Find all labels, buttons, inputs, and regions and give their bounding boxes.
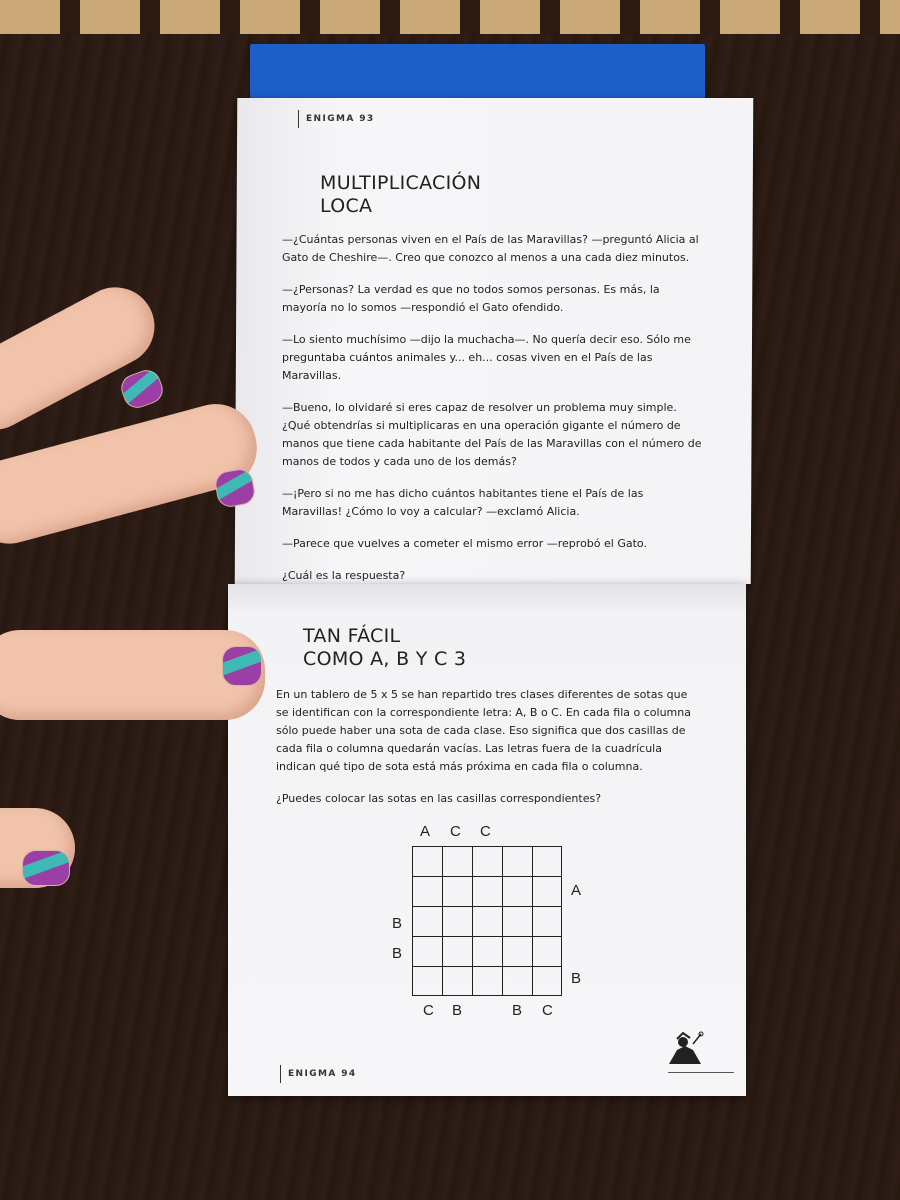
grid-clue: A (420, 823, 431, 840)
footer-divider (668, 1072, 734, 1073)
page-header: ENIGMA 93 (306, 114, 375, 124)
paragraph: —¡Pero si no me has dicho cuántos habitantes tiene el País de las Maravillas! ¿Cómo lo voy a calcular? —exclamó Alicia. (282, 487, 644, 518)
title-line-2: LOCA (320, 195, 373, 217)
page-title (303, 625, 466, 671)
puzzle-text (276, 686, 696, 822)
page-header: ENIGMA 94 (288, 1069, 357, 1079)
paragraph: —¿Cuántas personas viven en el País de las Maravillas? —preguntó Alicia al Gato de Cheshire—. Creo que conozco al menos a una cada diez minutos. (282, 233, 699, 264)
puzzle-grid (412, 846, 562, 996)
grid-clue: C (480, 823, 491, 840)
paragraph: En un tablero de 5 x 5 se han repartido tres clases diferentes de sotas que se identifican con la correspondiente letra: A, B o C. En cada fila o columna sólo puede haber una sota de cada clase. Eso significa que dos casillas de cada fila o columna quedarán vacías. Las letras fuera de la cuadrícula indican qué tipo de sota está más próxima en cada fila o columna. (276, 688, 691, 773)
story-text (282, 231, 702, 599)
grid-clue: C (423, 1002, 434, 1019)
grid-clue: C (542, 1002, 553, 1019)
grid-clue: B (392, 945, 403, 962)
grid-clue: C (450, 823, 461, 840)
paragraph: —Parece que vuelves a cometer el mismo error —reprobó el Gato. (282, 537, 647, 550)
title-line-2: COMO A, B Y C 3 (303, 648, 467, 670)
background-chair (0, 0, 900, 34)
jester-illustration-icon (663, 1030, 705, 1068)
grid-clue: B (392, 915, 403, 932)
question: ¿Puedes colocar las sotas en las casillas correspondientes? (276, 792, 602, 805)
paragraph: —¿Personas? La verdad es que no todos somos personas. Es más, la mayoría no lo somos —respondió el Gato ofendido. (282, 283, 660, 314)
grid-clue: B (452, 1002, 463, 1019)
grid-clue: B (512, 1002, 523, 1019)
painted-nail (22, 850, 70, 886)
grid-clue: A (571, 882, 582, 899)
title-line-1: TAN FÁCIL (303, 625, 401, 647)
title-line-1: MULTIPLICACIÓN (320, 172, 482, 194)
book-cover (250, 44, 705, 104)
grid-clue: B (571, 970, 582, 987)
paragraph: —Lo siento muchísimo —dijo la muchacha—. No quería decir eso. Sólo me preguntaba cuántos animales y... eh... cosas viven en el País de las Maravillas. (282, 333, 691, 382)
paragraph: —Bueno, lo olvidaré si eres capaz de resolver un problema muy simple. ¿Qué obtendrías si multiplicaras en una operación gigante el número de manos que tiene cada habitante del País de las Maravillas con el número de manos de todos y cada uno de los demás? (282, 401, 702, 468)
painted-nail (222, 646, 262, 686)
page-title (320, 172, 481, 218)
question: ¿Cuál es la respuesta? (282, 569, 406, 582)
